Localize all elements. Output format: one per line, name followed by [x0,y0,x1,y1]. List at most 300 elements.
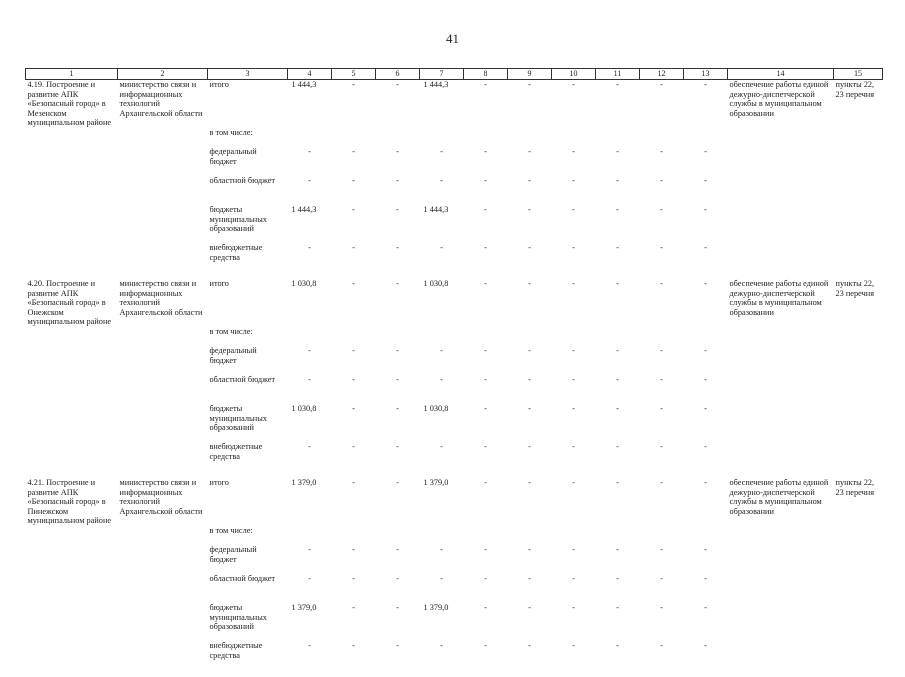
value-cell: - [704,80,707,89]
value-cell: - [616,175,619,185]
value-cell: 1 030,8 [423,278,449,288]
empty-cell [26,641,118,677]
value-cell: - [440,146,443,156]
value-cell: - [704,278,707,288]
column-header: 5 [332,69,376,80]
value-cell: - [352,544,355,554]
value-cell: - [528,175,531,185]
empty-cell [728,327,834,346]
value-cell: - [308,573,311,583]
value-cell: - [352,640,355,650]
funding-source: внебюджетные средства [209,441,263,461]
empty-cell [834,327,883,346]
empty-cell [118,346,208,375]
funding-source: итого [209,477,229,487]
value-cell: - [352,278,355,288]
empty-cell [118,442,208,478]
value-cell: - [660,175,663,185]
value-cell [508,128,552,147]
reference-cell: пункты 22, 23 перечня [835,278,875,298]
value-cell: - [660,573,663,583]
value-cell: 1 379,0 [423,477,449,487]
table-row [26,641,883,677]
empty-cell [118,603,208,641]
empty-cell [118,545,208,574]
funding-source: бюджеты муниципальных образований [209,403,267,433]
empty-cell [834,545,883,574]
column-header: 9 [508,69,552,80]
funding-source: федеральный бюджет [209,345,257,365]
value-cell: - [660,441,663,451]
value-cell: - [704,573,707,583]
table-row [26,128,883,147]
value-cell: - [704,602,707,612]
empty-cell [834,603,883,641]
empty-cell [26,442,118,478]
column-header: 14 [728,69,834,80]
value-cell: - [484,544,487,554]
table-row [26,442,883,478]
empty-cell [26,205,118,243]
empty-cell [118,176,208,205]
value-cell [464,128,508,147]
expected-result: обеспечение работы единой дежурно-диспетчерской службы в муниципальном образовании [729,278,829,317]
value-cell: 1 444,3 [423,80,449,89]
funding-source: областной бюджет [209,374,276,384]
value-cell: - [660,345,663,355]
executor-name: министерство связи и информационных технологий Архангельской области [119,477,203,516]
funding-source: внебюджетные средства [209,640,263,660]
page-number: 41 [446,31,459,46]
value-cell: - [396,345,399,355]
value-cell: - [704,242,707,252]
value-cell [376,128,420,147]
empty-cell [728,603,834,641]
empty-cell [834,442,883,478]
value-cell: - [704,175,707,185]
value-cell: - [704,146,707,156]
empty-cell [118,147,208,176]
value-cell: - [572,602,575,612]
funding-source: бюджеты муниципальных образований [209,204,267,234]
value-cell: - [572,544,575,554]
empty-cell [834,574,883,603]
empty-cell [26,603,118,641]
value-cell: - [616,441,619,451]
value-cell [684,128,728,147]
value-cell: - [616,403,619,413]
value-cell: 1 379,0 [423,602,449,612]
value-cell: - [484,204,487,214]
value-cell: - [572,477,575,487]
empty-cell [26,526,118,545]
value-cell: - [660,602,663,612]
empty-cell [118,327,208,346]
funding-source: итого [209,278,229,288]
table-row [26,279,883,327]
reference-cell: пункты 22, 23 перечня [835,477,875,497]
column-header: 4 [288,69,332,80]
value-cell: - [572,278,575,288]
value-cell: - [572,374,575,384]
empty-cell [26,176,118,205]
value-cell: - [572,573,575,583]
table-row [26,545,883,574]
value-cell: - [704,345,707,355]
value-cell: - [572,146,575,156]
value-cell: - [440,175,443,185]
value-cell: - [704,477,707,487]
column-header: 13 [684,69,728,80]
funding-source: внебюджетные средства [209,242,263,262]
value-cell: - [396,242,399,252]
value-cell: - [352,602,355,612]
value-cell: - [704,204,707,214]
value-cell: - [660,146,663,156]
value-cell: - [528,374,531,384]
measure-name: 4.20. Построение и развитие АПК «Безопасный город» в Онежском муниципальном районе [27,278,112,327]
value-cell: - [440,242,443,252]
empty-cell [834,526,883,545]
value-cell: - [528,242,531,252]
value-cell: - [572,80,575,89]
value-cell: 1 379,0 [291,602,317,612]
value-cell: - [308,175,311,185]
value-cell [420,526,464,545]
value-cell: - [660,403,663,413]
funding-source: областной бюджет [209,573,276,583]
value-cell: - [528,345,531,355]
value-cell: - [396,573,399,583]
table-row [26,80,883,128]
value-cell [332,327,376,346]
executor-name: министерство связи и информационных технологий Архангельской области [119,80,203,118]
value-cell: - [528,477,531,487]
table-row [26,574,883,603]
value-cell [684,327,728,346]
value-cell: - [396,146,399,156]
value-cell: - [616,345,619,355]
table-row [26,205,883,243]
value-cell: - [704,544,707,554]
value-cell: - [396,80,399,89]
value-cell: - [616,544,619,554]
value-cell: - [528,441,531,451]
value-cell [288,327,332,346]
value-cell: - [308,374,311,384]
value-cell [596,526,640,545]
value-cell: - [528,640,531,650]
empty-cell [728,442,834,478]
column-header: 2 [118,69,208,80]
funding-source: федеральный бюджет [209,146,257,166]
empty-cell [118,128,208,147]
value-cell: - [528,204,531,214]
column-header: 1 [26,69,118,80]
empty-cell [26,574,118,603]
value-cell [288,526,332,545]
value-cell [332,526,376,545]
expected-result: обеспечение работы единой дежурно-диспетчерской службы в муниципальном образовании [729,80,829,118]
value-cell: - [352,146,355,156]
measure-name: 4.19. Построение и развитие АПК «Безопасный город» в Мезенском муниципальном районе [27,80,112,128]
empty-cell [26,327,118,346]
value-cell: 1 444,3 [423,204,449,214]
value-cell: - [528,278,531,288]
table-row [26,375,883,404]
value-cell [420,128,464,147]
value-cell [552,526,596,545]
empty-cell [118,641,208,677]
value-cell: - [396,441,399,451]
value-cell: 1 444,3 [291,80,317,89]
table-row [26,243,883,279]
value-cell [684,526,728,545]
value-cell [508,526,552,545]
value-cell: - [308,544,311,554]
table-row [26,526,883,545]
funding-source: в том числе: [209,127,253,137]
value-cell [420,327,464,346]
value-cell: - [352,345,355,355]
empty-cell [728,545,834,574]
reference-cell: пункты 22, 23 перечня [835,80,875,99]
value-cell: - [352,204,355,214]
value-cell: - [660,477,663,487]
value-cell: - [528,573,531,583]
value-cell [332,128,376,147]
value-cell: - [352,573,355,583]
value-cell [288,128,332,147]
value-cell: - [308,640,311,650]
value-cell: - [352,80,355,89]
column-header: 6 [376,69,420,80]
value-cell: - [616,640,619,650]
value-cell [508,327,552,346]
value-cell: - [572,175,575,185]
value-cell: - [396,477,399,487]
column-header: 3 [208,69,288,80]
column-header: 11 [596,69,640,80]
value-cell: - [308,242,311,252]
value-cell: - [616,602,619,612]
value-cell: - [704,374,707,384]
value-cell: 1 030,8 [291,278,317,288]
empty-cell [834,346,883,375]
funding-source: федеральный бюджет [209,544,257,564]
value-cell: - [484,80,487,89]
table-row [26,404,883,442]
value-cell: - [616,204,619,214]
value-cell: - [704,441,707,451]
value-cell [596,128,640,147]
value-cell: - [528,602,531,612]
value-cell: - [572,204,575,214]
empty-cell [834,176,883,205]
column-header: 8 [464,69,508,80]
empty-cell [118,526,208,545]
funding-source: областной бюджет [209,175,276,185]
empty-cell [728,574,834,603]
value-cell: - [396,278,399,288]
value-cell: - [484,278,487,288]
empty-cell [26,147,118,176]
empty-cell [26,128,118,147]
value-cell [640,128,684,147]
value-cell: - [660,544,663,554]
value-cell: - [396,544,399,554]
value-cell: - [352,441,355,451]
table-row [26,147,883,176]
empty-cell [834,205,883,243]
value-cell: - [440,640,443,650]
value-cell: - [572,441,575,451]
empty-cell [834,641,883,677]
value-cell: - [352,175,355,185]
value-cell: - [352,374,355,384]
value-cell: - [396,374,399,384]
executor-name: министерство связи и информационных технологий Архангельской области [119,278,203,317]
value-cell: - [616,278,619,288]
empty-cell [26,243,118,279]
value-cell: - [660,80,663,89]
value-cell: 1 030,8 [423,403,449,413]
funding-source: бюджеты муниципальных образований [209,602,267,632]
empty-cell [26,375,118,404]
value-cell: - [572,242,575,252]
value-cell: - [528,403,531,413]
value-cell: - [308,146,311,156]
value-cell: - [484,602,487,612]
value-cell: - [528,80,531,89]
value-cell: - [396,640,399,650]
empty-cell [728,526,834,545]
empty-cell [834,375,883,404]
value-cell: - [484,573,487,583]
empty-cell [728,375,834,404]
empty-cell [728,243,834,279]
table-row [26,176,883,205]
value-cell: - [660,640,663,650]
value-cell: - [616,146,619,156]
value-cell: - [704,640,707,650]
column-number-row [26,69,883,80]
value-cell: - [528,146,531,156]
value-cell: 1 379,0 [291,477,317,487]
value-cell: - [396,602,399,612]
column-header: 12 [640,69,684,80]
empty-cell [26,545,118,574]
value-cell: - [484,345,487,355]
value-cell: - [704,403,707,413]
funding-source: в том числе: [209,326,253,336]
value-cell: - [572,345,575,355]
value-cell: - [572,403,575,413]
value-cell [464,327,508,346]
value-cell: - [484,146,487,156]
empty-cell [118,574,208,603]
expected-result: обеспечение работы единой дежурно-диспетчерской службы в муниципальном образовании [729,477,829,516]
empty-cell [728,404,834,442]
value-cell [376,327,420,346]
value-cell: - [352,403,355,413]
value-cell: - [660,278,663,288]
value-cell: - [616,374,619,384]
empty-cell [26,404,118,442]
value-cell: - [440,441,443,451]
empty-cell [118,205,208,243]
funding-source: итого [209,80,229,89]
value-cell: - [308,345,311,355]
empty-cell [118,243,208,279]
value-cell [552,128,596,147]
value-cell [552,327,596,346]
value-cell: 1 444,3 [291,204,317,214]
value-cell: - [308,441,311,451]
table-row [26,346,883,375]
table-row [26,603,883,641]
column-header: 7 [420,69,464,80]
value-cell [596,327,640,346]
measure-name: 4.21. Построение и развитие АПК «Безопасный город» в Пинежском муниципальном районе [27,477,112,526]
value-cell: - [440,544,443,554]
value-cell: - [660,242,663,252]
value-cell: - [440,374,443,384]
value-cell: - [528,544,531,554]
value-cell: - [660,204,663,214]
empty-cell [834,147,883,176]
value-cell: - [484,477,487,487]
table-body [26,80,883,677]
value-cell: - [396,403,399,413]
value-cell: - [396,204,399,214]
funding-source: в том числе: [209,525,253,535]
table-row [26,478,883,526]
table-row [26,327,883,346]
value-cell: - [616,80,619,89]
value-cell: - [572,640,575,650]
empty-cell [834,404,883,442]
value-cell: - [484,403,487,413]
value-cell: - [484,242,487,252]
empty-cell [118,404,208,442]
value-cell: - [484,374,487,384]
empty-cell [728,346,834,375]
value-cell: - [660,374,663,384]
empty-cell [118,375,208,404]
value-cell: - [616,573,619,583]
value-cell: - [396,175,399,185]
column-header: 10 [552,69,596,80]
value-cell: - [484,640,487,650]
empty-cell [728,176,834,205]
value-cell [640,327,684,346]
value-cell: - [616,242,619,252]
value-cell: - [440,345,443,355]
empty-cell [728,641,834,677]
value-cell: - [440,573,443,583]
value-cell: 1 030,8 [291,403,317,413]
value-cell: - [352,477,355,487]
empty-cell [728,128,834,147]
column-header: 15 [834,69,883,80]
value-cell [464,526,508,545]
empty-cell [834,243,883,279]
value-cell [640,526,684,545]
empty-cell [26,346,118,375]
value-cell: - [484,175,487,185]
value-cell: - [352,242,355,252]
